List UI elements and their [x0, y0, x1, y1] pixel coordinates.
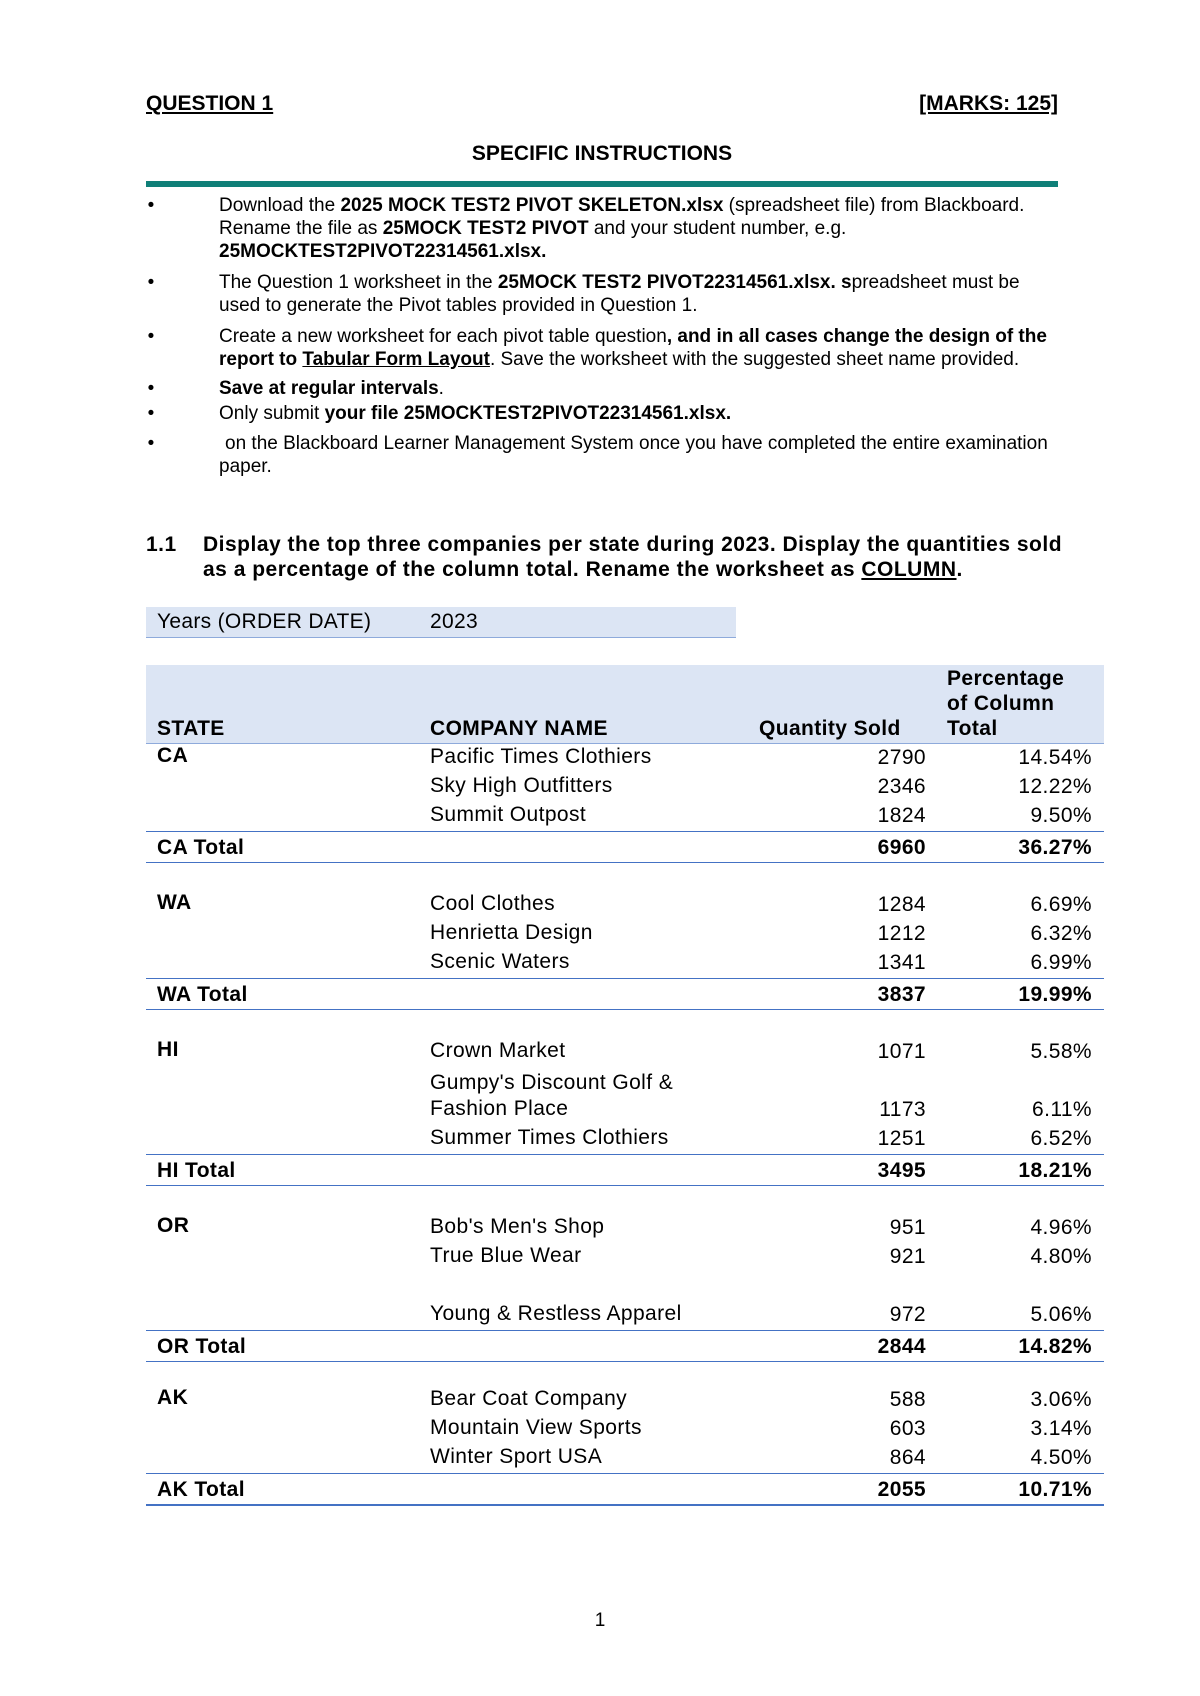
instruction-item — [146, 325, 1066, 371]
table-row — [146, 1272, 1104, 1330]
state-cell: CA — [157, 744, 189, 767]
bullet-icon: • — [147, 403, 155, 424]
instruction-item — [146, 432, 1066, 478]
company-cell: Crown Market — [430, 1039, 566, 1062]
total-row — [146, 1473, 1104, 1506]
company-cell: True Blue Wear — [430, 1244, 582, 1267]
total-label: HI Total — [157, 1159, 236, 1182]
bullet-icon: • — [147, 433, 155, 454]
company-cell: Summer Times Clothiers — [430, 1126, 669, 1149]
header-pct-line: of Column — [947, 692, 1055, 715]
instruction-bold: Save at regular intervals — [219, 378, 439, 399]
bullet-icon: • — [147, 326, 155, 347]
company-cell: Summit Outpost — [430, 803, 587, 826]
qty-cell: 588 — [889, 1388, 926, 1411]
pct-cell: 4.96% — [1030, 1216, 1092, 1239]
state-cell: WA — [157, 891, 192, 914]
group-spacer — [146, 1010, 1104, 1038]
instruction-item — [146, 194, 1066, 263]
question-1-1 — [146, 532, 1076, 582]
instruction-bold: 2025 MOCK TEST2 PIVOT SKELETON.xlsx — [340, 195, 724, 216]
table-row — [146, 1038, 1104, 1067]
header-percentage — [947, 666, 1064, 741]
qty-cell: 1824 — [877, 804, 926, 827]
pct-cell: 6.99% — [1030, 951, 1092, 974]
pct-cell: 4.50% — [1030, 1446, 1092, 1469]
instruction-text: . Save the worksheet with the suggested sheet name provided. — [489, 349, 1020, 370]
company-cell: Sky High Outfitters — [430, 774, 613, 797]
table-row — [146, 1444, 1104, 1473]
qty-cell: 1071 — [877, 1040, 926, 1063]
pivot-table — [146, 665, 1104, 1506]
company-cell: Bear Coat Company — [430, 1387, 628, 1410]
total-pct: 10.71% — [1018, 1478, 1092, 1501]
table-row — [146, 949, 1104, 978]
total-qty: 3495 — [877, 1159, 926, 1182]
table-row — [146, 802, 1104, 831]
company-cell: Gumpy's Discount Golf & Fashion Place — [430, 1071, 674, 1120]
total-pct: 14.82% — [1018, 1335, 1092, 1358]
company-cell: Mountain View Sports — [430, 1416, 642, 1439]
company-cell: Cool Clothes — [430, 892, 556, 915]
table-row — [146, 1415, 1104, 1444]
table-row — [146, 1067, 1104, 1125]
question-text — [146, 532, 1076, 582]
table-row — [146, 773, 1104, 802]
group-spacer — [146, 863, 1104, 891]
table-row — [146, 920, 1104, 949]
company-cell: Bob's Men's Shop — [430, 1215, 605, 1238]
instruction-item — [146, 377, 1066, 400]
instruction-text: . — [438, 378, 444, 399]
state-cell: OR — [157, 1214, 190, 1237]
total-row — [146, 831, 1104, 863]
pivot-filter — [146, 607, 736, 638]
table-row — [146, 1386, 1104, 1415]
instruction-text: and your student number, e.g. — [588, 218, 847, 239]
pct-cell: 5.58% — [1030, 1040, 1092, 1063]
instruction-bold: 25MOCKTEST2PIVOT22314561.xlsx. — [219, 241, 547, 262]
company-cell: Pacific Times Clothiers — [430, 745, 652, 768]
page-number: 1 — [594, 1610, 606, 1631]
total-row — [146, 1154, 1104, 1186]
header-pct-line: Percentage — [947, 667, 1065, 690]
instruction-list — [146, 194, 1066, 478]
state-cell: HI — [157, 1038, 179, 1061]
pct-cell: 4.80% — [1030, 1245, 1092, 1268]
pivot-header — [146, 665, 1104, 744]
qty-cell: 1284 — [877, 893, 926, 916]
qty-cell: 2346 — [877, 775, 926, 798]
question-end: . — [956, 558, 963, 581]
total-label: OR Total — [157, 1335, 247, 1358]
question-title: QUESTION 1 — [146, 92, 274, 115]
table-row — [146, 891, 1104, 920]
total-row — [146, 978, 1104, 1010]
pct-cell: 5.06% — [1030, 1303, 1092, 1326]
qty-cell: 921 — [889, 1245, 926, 1268]
bullet-icon: • — [147, 195, 155, 216]
total-label: CA Total — [157, 836, 245, 859]
pct-cell: 3.14% — [1030, 1417, 1092, 1440]
total-qty: 3837 — [877, 983, 926, 1006]
instruction-bold: 25MOCK TEST2 PIVOT22314561.xlsx. s — [497, 272, 852, 293]
pct-cell: 3.06% — [1030, 1388, 1092, 1411]
qty-cell: 603 — [889, 1417, 926, 1440]
total-label: AK Total — [157, 1478, 245, 1501]
table-row — [146, 744, 1104, 773]
instruction-bold: 25MOCK TEST2 PIVOT — [382, 218, 589, 239]
divider-bar — [146, 181, 1058, 187]
pct-cell: 6.69% — [1030, 893, 1092, 916]
instruction-bold: your file 25MOCKTEST2PIVOT22314561.xlsx. — [324, 403, 732, 424]
company-cell: Scenic Waters — [430, 950, 570, 973]
sheet-name: COLUMN — [861, 558, 957, 581]
bullet-icon: • — [147, 272, 155, 293]
table-row — [146, 1125, 1104, 1154]
instruction-text: The Question 1 worksheet in the — [219, 272, 498, 293]
header-quantity: Quantity Sold — [759, 717, 901, 740]
table-row — [146, 1214, 1104, 1243]
section-subtitle: SPECIFIC INSTRUCTIONS — [471, 142, 733, 165]
qty-cell: 1173 — [879, 1098, 926, 1121]
instruction-text: Download the — [219, 195, 341, 216]
header-state: STATE — [157, 717, 225, 740]
instruction-text: Only submit — [219, 403, 325, 424]
header-company: COMPANY NAME — [430, 717, 608, 740]
table-row — [146, 1243, 1104, 1272]
question-header — [146, 92, 1058, 122]
qty-cell: 864 — [889, 1446, 926, 1469]
instruction-text: preadsheet must be used to generate the Pivot tables provided in Question 1. — [219, 272, 1020, 316]
instruction-bold-underline: Tabular Form Layout — [302, 349, 490, 370]
group-spacer — [146, 1362, 1104, 1386]
instruction-text: on the Blackboard Learner Management System once you have completed the entire examination paper. — [219, 433, 1048, 477]
instruction-item — [146, 402, 1066, 425]
pct-cell: 14.54% — [1018, 746, 1092, 769]
total-label: WA Total — [157, 983, 248, 1006]
qty-cell: 1341 — [877, 951, 926, 974]
filter-label: Years (ORDER DATE) — [157, 610, 372, 633]
qty-cell: 951 — [889, 1216, 926, 1239]
total-qty: 2844 — [877, 1335, 926, 1358]
pct-cell: 9.50% — [1030, 804, 1092, 827]
filter-value: 2023 — [430, 610, 478, 633]
question-body: Display the top three companies per state during 2023. Display the quantities sold as a percentage of the column total. Rename the worksheet as — [203, 533, 1063, 581]
instruction-item — [146, 271, 1066, 317]
pct-cell: 6.32% — [1030, 922, 1092, 945]
qty-cell: 1212 — [877, 922, 926, 945]
company-cell: Winter Sport USA — [430, 1445, 603, 1468]
pct-cell: 6.52% — [1030, 1127, 1092, 1150]
total-pct: 36.27% — [1018, 836, 1092, 859]
qty-cell: 972 — [889, 1303, 926, 1326]
company-cell: Young & Restless Apparel — [430, 1302, 682, 1325]
qty-cell: 2790 — [877, 746, 926, 769]
group-spacer — [146, 1186, 1104, 1214]
question-number: 1.1 — [146, 533, 177, 556]
total-qty: 6960 — [877, 836, 926, 859]
total-pct: 19.99% — [1018, 983, 1092, 1006]
header-pct-line: Total — [947, 717, 998, 740]
qty-cell: 1251 — [877, 1127, 926, 1150]
instruction-text: (spreadsheet file) from Blackboard. Rename the file as — [219, 195, 1025, 239]
pct-cell: 12.22% — [1018, 775, 1092, 798]
total-pct: 18.21% — [1018, 1159, 1092, 1182]
company-cell: Henrietta Design — [430, 921, 593, 944]
state-cell: AK — [157, 1386, 189, 1409]
marks-label: [MARKS: 125] — [919, 92, 1058, 115]
total-qty: 2055 — [877, 1478, 926, 1501]
instruction-bold: , and in all cases change the design of the report to — [219, 326, 1047, 370]
total-row — [146, 1330, 1104, 1362]
bullet-icon: • — [147, 378, 155, 399]
pct-cell: 6.11% — [1032, 1098, 1092, 1121]
instruction-text: Create a new worksheet for each pivot table question — [219, 326, 667, 347]
